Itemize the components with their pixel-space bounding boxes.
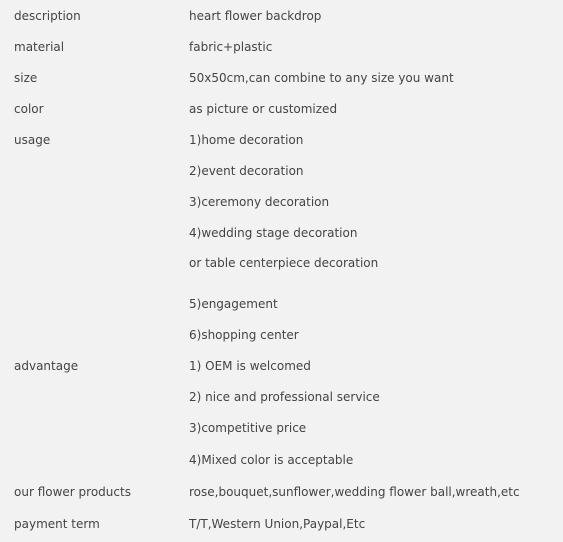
advantage-item: 1) OEM is welcomed — [189, 359, 311, 373]
color-value: as picture or customized — [189, 102, 338, 116]
color-label: color — [14, 102, 44, 116]
usage-item: 6)shopping center — [189, 328, 299, 342]
usage-item: 2)event decoration — [189, 164, 304, 178]
advantage-label: advantage — [14, 359, 79, 373]
products-label: our flower products — [14, 485, 131, 499]
advantage-item: 2) nice and professional service — [189, 390, 380, 404]
products-value: rose,bouquet,sunflower,wedding flower ball,wreath,etc — [189, 485, 520, 499]
usage-label: usage — [14, 133, 51, 147]
material-label: material — [14, 40, 65, 54]
payment-label: payment term — [14, 517, 100, 531]
usage-item: 5)engagement — [189, 297, 278, 311]
usage-item: or table centerpiece decoration — [189, 256, 379, 270]
usage-item: 3)ceremony decoration — [189, 195, 330, 209]
advantage-item: 3)competitive price — [189, 421, 307, 435]
usage-item: 4)wedding stage decoration — [189, 226, 358, 240]
description-value: heart flower backdrop — [189, 9, 322, 23]
usage-item: 1)home decoration — [189, 133, 304, 147]
advantage-item: 4)Mixed color is acceptable — [189, 453, 354, 467]
size-label: size — [14, 71, 38, 85]
payment-value: T/T,Western Union,Paypal,Etc — [189, 517, 366, 531]
size-value: 50x50cm,can combine to any size you want — [189, 71, 454, 85]
description-label: description — [14, 9, 81, 23]
material-value: fabric+plastic — [189, 40, 273, 54]
